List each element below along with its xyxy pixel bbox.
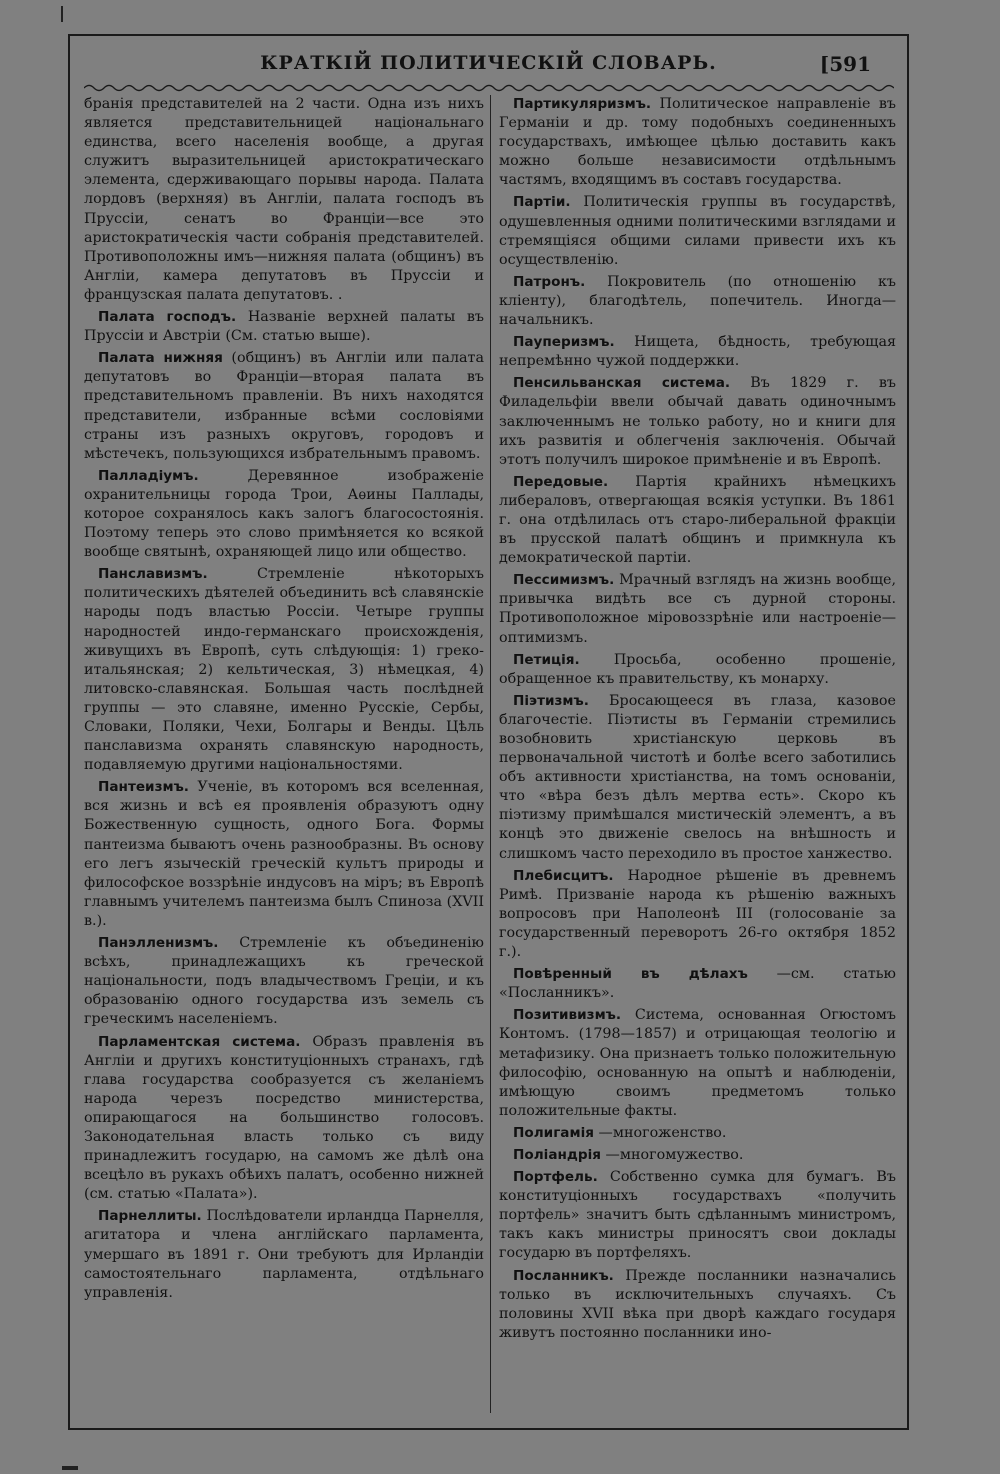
dictionary-entry [499,571,896,647]
dictionary-entry [84,565,484,775]
entry-headword: Посланникъ. [513,1267,614,1284]
entry-headword: Полигамія [513,1124,594,1141]
entry-headword: Пауперизмъ. [513,334,615,351]
entry-headword: Петиція. [513,651,580,668]
entry-headword: Панэлленизмъ. [98,935,219,952]
entry-text: Политическое направленіе въ Германіи и др. тому подобныхъ соединенныхъ государствахъ, имѣющее цѣлью доставить какъ можно больше независимости отдѣльнымъ частямъ, входящимъ въ составъ государства. [499,96,896,189]
entry-text: Названіе верхней палаты въ Пруссіи и Австріи (См. статью выше). [84,309,484,345]
entry-text: —многомужество. [605,1146,744,1163]
entry-text: Ученіе, въ которомъ вся вселенная, вся жизнь и всѣ ея проявленія образуютъ одну Божественную сущность, одного Бога. Формы пантеизма бываютъ очень разнообразны. Въ основу его легъ языческій греческій культъ природы и философское воззрѣніе индусовъ на міръ; въ Европѣ главнымъ учителемъ пантеизма былъ Спиноза (XVII в.). [84,779,484,929]
running-header [70,52,907,82]
dictionary-entry [499,193,896,269]
dictionary-entry [499,1168,896,1263]
entry-text: —многоженство. [598,1124,727,1141]
dictionary-entry [84,934,484,1029]
entry-text: Послѣдователи ирландца Парнелля, агитатора и члена англійскаго парламента, умершаго въ 1891 г. Они требуютъ для Ирландіи самостоятельнаго парламента, отдѣльнаго управленія. [84,1208,484,1301]
entry-text: Деревянное изображеніе охранительницы города Трои, Аѳины Паллады, которое сохранялось какъ залогъ благосостоянія. Поэтому теперь это слово примѣняется ко всякой вообще святынѣ, охраняющей лицо или общество. [84,467,484,561]
entry-headword: Парнеллиты. [98,1208,202,1225]
entry-text: Прежде посланники назначались только въ исключительныхъ случаяхъ. Съ половины XVII вѣка при дворѣ каждаго государя живутъ постоянно посланники ино- [499,1267,896,1341]
entry-headword: Піэтизмъ. [513,692,589,709]
entry-text: Образъ правленія въ Англіи и другихъ конституціонныхъ странахъ, гдѣ глава государства сообразуется съ желаніемъ народа черезъ посредство министерства, опирающагося на большинство голосовъ. Законодательная власть только съ виду принадлежитъ государю, на самомъ же дѣлѣ она всецѣло въ рукахъ обѣихъ палатъ, особенно нижней (см. статью «Палата»). [84,1033,484,1203]
dictionary-entry [499,867,896,962]
entry-headword: Партикуляризмъ. [513,96,652,112]
entry-headword: Парламентская система. [98,1033,301,1050]
dictionary-entry [84,95,484,305]
entry-headword: Пессимизмъ. [513,572,615,589]
dictionary-entry [499,333,896,371]
dictionary-entry [499,1146,896,1165]
dictionary-entry [499,692,896,864]
decorative-wavy-rule [84,83,894,93]
entry-text: —см. статью «Посланникъ». [499,966,896,1002]
entry-text: (общинъ) въ Англіи или палата депутатовъ во Франціи—вторая палата въ представительномъ правленіи. Въ нихъ находятся представители, избранные всѣми сословіями страны изъ разныхъ округовъ, городовъ и мѣстечекъ, пользующихся избрательнымъ правомъ. [84,350,484,462]
dictionary-entry [84,349,484,464]
entry-headword: Портфель. [513,1169,598,1186]
right-column [499,95,896,1413]
dictionary-entry [499,95,896,190]
dictionary-entry [499,651,896,689]
entry-headword: Палладіумъ. [98,467,199,484]
dictionary-entry [499,1124,896,1143]
margin-mark-bottom [62,1466,78,1470]
page-number: [591 [819,52,871,76]
entry-headword: Палата нижняя [98,350,223,367]
entry-headword: Панславизмъ. [98,566,208,583]
dictionary-entry [84,1207,484,1302]
entry-headword: Партіи. [513,194,571,211]
entry-text: Партія крайнихъ нѣмецкихъ либераловъ, отвергающая всякія уступки. Въ 1861 г. она отдѣлилась отъ старо-либеральной фракціи въ прусской палатѣ общинъ и примкнула къ демократической партіи. [499,473,896,567]
column-divider [490,95,491,1413]
entry-text: Мрачный взглядъ на жизнь вообще, привычка видѣть все съ дурной стороны. Противоположное міровоззрѣніе или настроеніе—оптимизмъ. [499,572,896,646]
dictionary-entry [499,965,896,1003]
entry-text: Собственно сумка для бумагъ. Въ конституціонныхъ государствахъ «получить портфель» значитъ быть сдѣланнымъ министромъ, такъ какъ министры приносятъ свои доклады государю въ портфеляхъ. [499,1169,896,1262]
entry-text: Бросающееся въ глаза, казовое благочестіе. Піэтисты въ Германіи стремились возобновить христіанскую церковь въ первоначальной чистотѣ и болѣе всего заботились объ активности христіанства, на томъ основаніи, что «вѣра безъ дѣлъ мертва есть». Скоро къ піэтизму примѣшался мистическій элементъ, а въ концѣ это движеніе свелось на внѣшность и слишкомъ часто переходило въ простое ханжество. [499,692,896,862]
page-title: КРАТКІЙ ПОЛИТИЧЕСКІЙ СЛОВАРЬ. [260,52,717,74]
entry-headword: Палата господъ. [98,309,237,326]
entry-text: Политическія группы въ государствѣ, одушевленныя одними политическими взглядами и стремящіяся общими силами привести ихъ къ осуществленію. [499,194,896,268]
entry-headword: Поліандрія [513,1146,601,1163]
dictionary-entry [499,1006,896,1121]
entry-headword: Плебисцитъ. [513,867,614,884]
entry-headword: Пенсильванская система. [513,375,731,392]
dictionary-entry [84,308,484,346]
entry-text: Народное рѣшеніе въ древнемъ Римѣ. Призваніе народа къ рѣшенію важныхъ вопросовъ при Наполеонѣ III (голосованіе за государственный переворотъ 26-го октября 1852 г.). [499,867,896,961]
entry-text: Система, основанная Огюстомъ Контомъ. (1798—1857) и отрицающая теологію и метафизику. Она признаетъ только положительную философію, основанную на опытѣ и наблюденіи, имѣющую своимъ предметомъ только положительные факты. [499,1007,896,1119]
dictionary-entry [499,1267,896,1343]
margin-mark-top [61,6,63,22]
dictionary-entry [84,467,484,562]
entry-headword: Повѣренный въ дѣлахъ [513,966,748,983]
entry-headword: Пантеизмъ. [98,779,189,796]
entry-text: Стремленіе къ объединенію всѣхъ, принадлежащихъ къ греческой національности, подъ владычествомъ Греціи, и къ образованію одного государства изъ земель съ греческимъ населеніемъ. [84,935,484,1028]
entry-text: бранія представителей на 2 части. Одна изъ нихъ является представительницей національнаго единства, всего населенія вообще, а другая служитъ выразительницей аристократическаго элемента, сдерживающаго порывы народа. Палата лордовъ (верхняя) въ Англіи, палата господъ въ Пруссіи, сенатъ во Франціи—все это аристократическія части собранія представителей. Противоположны имъ—нижняя палата (общинъ) въ Англіи, камера депутатовъ въ Пруссіи и французская палата депутатовъ. . [84,96,484,303]
dictionary-entry [499,473,896,568]
entry-text: Въ 1829 г. въ Филадельфіи ввели обычай давать одиночнымъ заключеннымъ не только работу, но и книги для ихъ развитія и облегченія заключенія. Обычай этотъ получилъ широкое примѣненіе и въ Европѣ. [499,375,896,468]
entry-text: Покровитель (по отношенію къ кліенту), благодѣтель, попечитель. Иногда—начальникъ. [499,273,896,329]
dictionary-entry [499,273,896,330]
dictionary-entry [499,374,896,469]
entry-text: Просьба, особенно прошеніе, обращенное къ правительству, къ монарху. [499,651,896,687]
entry-headword: Передовые. [513,473,609,490]
entry-headword: Патронъ. [513,273,586,290]
dictionary-entry [84,1033,484,1205]
entry-headword: Позитивизмъ. [513,1007,622,1024]
entry-text: Стремленіе нѣкоторыхъ политическихъ дѣятелей объединить всѣ славянскіе народы подъ властью Россіи. Четыре группы народностей индо-германскаго происхожденія, живущихъ въ Европѣ, суть слѣдующія: 1) греко-итальянская; 2) кельтическая, 3) нѣмецкая, 4) литовско-славянская. Большая часть послѣдней группы — это славяне, именно Русскіе, Сербы, Словаки, Поляки, Чехи, Болгары и Венды. Цѣль панславизма охранять славянскую народность, подавляемую другими національностями. [84,566,484,774]
entry-text: Нищета, бѣдность, требующая непремѣнно чужой поддержки. [499,334,896,370]
dictionary-entry [84,778,484,931]
left-column [84,95,484,1413]
